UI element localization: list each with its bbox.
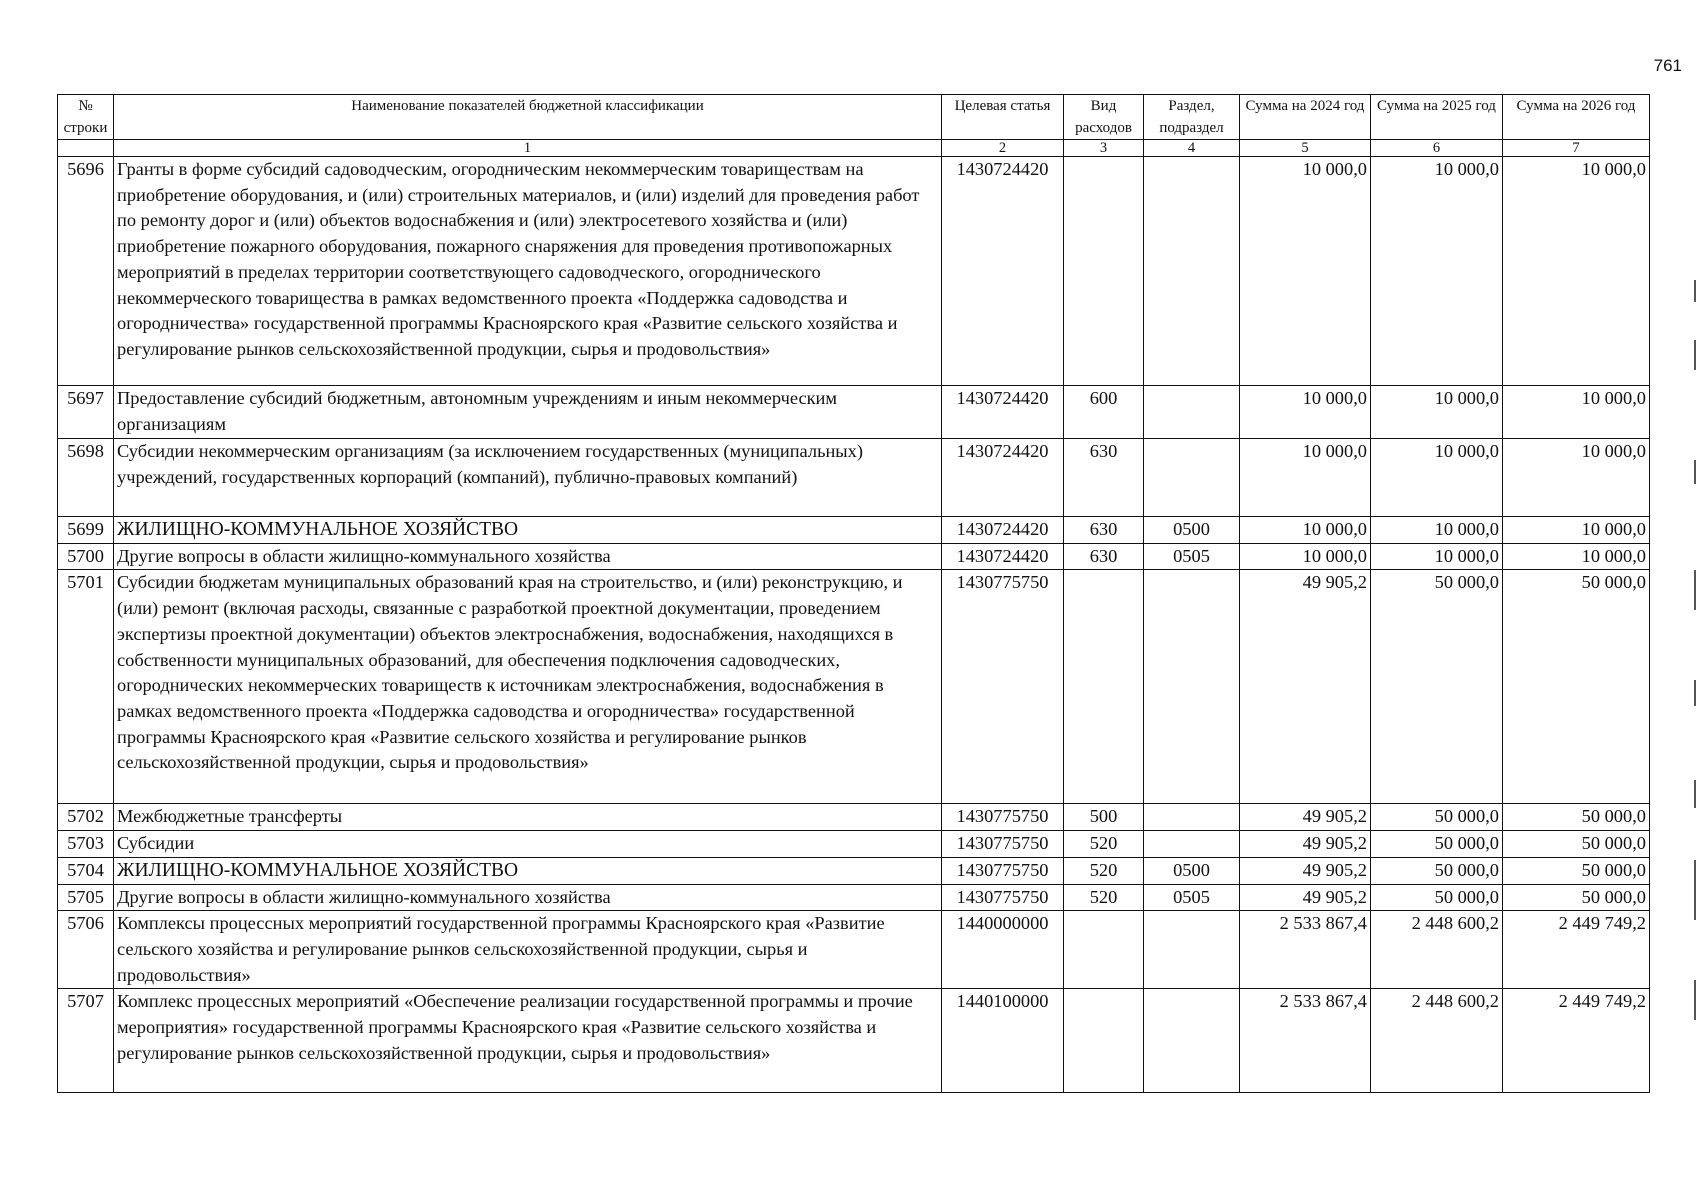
- row-number: 5699: [58, 517, 114, 544]
- sum-2025: 10 000,0: [1371, 517, 1503, 544]
- table-row: [58, 157, 1650, 386]
- section-code: [1144, 911, 1240, 989]
- row-name: Другие вопросы в области жилищно-коммунального хозяйства: [114, 884, 942, 911]
- column-number: 7: [1503, 140, 1650, 157]
- budget-table: [57, 94, 1650, 1093]
- row-number: 5703: [58, 831, 114, 858]
- section-code: [1144, 157, 1240, 386]
- expense-type: 630: [1064, 543, 1144, 570]
- row-name: Другие вопросы в области жилищно-коммунального хозяйства: [114, 543, 942, 570]
- expense-type: 520: [1064, 831, 1144, 858]
- column-number: 2: [942, 140, 1064, 157]
- header-name: Наименование показателей бюджетной классификации: [114, 95, 942, 140]
- row-name: Предоставление субсидий бюджетным, автономным учреждениям и иным некоммерческим организациям: [114, 386, 942, 439]
- target-article: 1430775750: [942, 884, 1064, 911]
- row-name: Субсидии некоммерческим организациям (за исключением государственных (муниципальных) учреждений, государственных корпораций (компаний), публично-правовых компаний): [114, 439, 942, 517]
- section-code: 0505: [1144, 543, 1240, 570]
- expense-type: [1064, 157, 1144, 386]
- sum-2025: 10 000,0: [1371, 439, 1503, 517]
- section-code: 0505: [1144, 884, 1240, 911]
- table-row: [58, 857, 1650, 884]
- sum-2024: 49 905,2: [1240, 884, 1371, 911]
- expense-type: [1064, 570, 1144, 804]
- sum-2024: 10 000,0: [1240, 517, 1371, 544]
- sum-2026: 10 000,0: [1503, 386, 1650, 439]
- table-row: [58, 517, 1650, 544]
- sum-2025: 10 000,0: [1371, 543, 1503, 570]
- row-number: 5701: [58, 570, 114, 804]
- sum-2026: 50 000,0: [1503, 570, 1650, 804]
- expense-type: 630: [1064, 439, 1144, 517]
- target-article: 1430775750: [942, 831, 1064, 858]
- sum-2024: 49 905,2: [1240, 857, 1371, 884]
- section-code: [1144, 570, 1240, 804]
- column-number: 4: [1144, 140, 1240, 157]
- sum-2025: 50 000,0: [1371, 804, 1503, 831]
- table-row: [58, 804, 1650, 831]
- sum-2024: 2 533 867,4: [1240, 911, 1371, 989]
- table-row: [58, 386, 1650, 439]
- row-name: Комплексы процессных мероприятий государственной программы Красноярского края «Развитие сельского хозяйства и регулирование рынков сельскохозяйственной продукции, сырья и продовольствия»: [114, 911, 942, 989]
- row-name: Комплекс процессных мероприятий «Обеспечение реализации государственной программы и прочие мероприятия» государственной программы Красноярского края «Развитие сельского хозяйства и регулирование рынков сельскохозяйственной продукции, сырья и продовольствия»: [114, 989, 942, 1093]
- target-article: 1440000000: [942, 911, 1064, 989]
- sum-2025: 10 000,0: [1371, 157, 1503, 386]
- sum-2025: 50 000,0: [1371, 884, 1503, 911]
- table-row: [58, 831, 1650, 858]
- row-number: 5700: [58, 543, 114, 570]
- section-code: 0500: [1144, 517, 1240, 544]
- section-code: 0500: [1144, 857, 1240, 884]
- row-name: Субсидии бюджетам муниципальных образований края на строительство, и (или) реконструкцию, и (или) ремонт (включая расходы, связанные с разработкой проектной документации, проведением экспертизы проектной документации) объектов электроснабжения, водоснабжения, находящихся в собственности муниципальных образований, для обеспечения подключения садоводческих, огороднических некоммерческих товариществ к источникам электроснабжения, водоснабжения в рамках ведомственного проекта «Поддержка садоводства и огородничества» государственной программы Красноярского края «Развитие сельского хозяйства и регулирование рынков сельскохозяйственной продукции, сырья и продовольствия»: [114, 570, 942, 804]
- expense-type: 520: [1064, 884, 1144, 911]
- sum-2026: 50 000,0: [1503, 884, 1650, 911]
- section-code: [1144, 439, 1240, 517]
- row-number: 5706: [58, 911, 114, 989]
- expense-type: 500: [1064, 804, 1144, 831]
- sum-2025: 50 000,0: [1371, 831, 1503, 858]
- row-name: ЖИЛИЩНО-КОММУНАЛЬНОЕ ХОЗЯЙСТВО: [114, 517, 942, 544]
- sum-2025: 10 000,0: [1371, 386, 1503, 439]
- expense-type: [1064, 989, 1144, 1093]
- section-code: [1144, 804, 1240, 831]
- scan-edge-marks: [1694, 280, 1698, 1080]
- sum-2024: 10 000,0: [1240, 439, 1371, 517]
- column-number: 3: [1064, 140, 1144, 157]
- sum-2026: 10 000,0: [1503, 439, 1650, 517]
- row-name: Гранты в форме субсидий садоводческим, огородническим некоммерческим товариществам на приобретение оборудования, и (или) строительных материалов, и (или) изделий для проведения работ по ремонту дорог и (или) объектов водоснабжения и (или) электросетевого хозяйства и (или) приобретение пожарного оборудования, пожарного снаряжения для проведения противопожарных мероприятий в пределах территории соответствующего садоводческого, огороднического некоммерческого товарищества в рамках ведомственного проекта «Поддержка садоводства и огородничества» государственной программы Красноярского края «Развитие сельского хозяйства и регулирование рынков сельскохозяйственной продукции, сырья и продовольствия»: [114, 157, 942, 386]
- sum-2024: 49 905,2: [1240, 804, 1371, 831]
- sum-2025: 50 000,0: [1371, 570, 1503, 804]
- row-name: Межбюджетные трансферты: [114, 804, 942, 831]
- sum-2025: 2 448 600,2: [1371, 989, 1503, 1093]
- sum-2026: 10 000,0: [1503, 157, 1650, 386]
- row-number: 5702: [58, 804, 114, 831]
- row-number: 5696: [58, 157, 114, 386]
- sum-2024: 49 905,2: [1240, 831, 1371, 858]
- column-number: 5: [1240, 140, 1371, 157]
- expense-type: 630: [1064, 517, 1144, 544]
- column-number: 6: [1371, 140, 1503, 157]
- header-expense-type: Вид расходов: [1064, 95, 1144, 140]
- sum-2026: 50 000,0: [1503, 831, 1650, 858]
- row-number: 5707: [58, 989, 114, 1093]
- table-row: [58, 543, 1650, 570]
- target-article: 1430724420: [942, 386, 1064, 439]
- sum-2026: 2 449 749,2: [1503, 911, 1650, 989]
- target-article: 1430775750: [942, 857, 1064, 884]
- sum-2026: 10 000,0: [1503, 543, 1650, 570]
- column-number: 1: [114, 140, 942, 157]
- target-article: 1440100000: [942, 989, 1064, 1093]
- target-article: 1430724420: [942, 439, 1064, 517]
- target-article: 1430724420: [942, 517, 1064, 544]
- sum-2025: 2 448 600,2: [1371, 911, 1503, 989]
- sum-2024: 2 533 867,4: [1240, 989, 1371, 1093]
- column-number: [58, 140, 114, 157]
- header-sum-2026: Сумма на 2026 год: [1503, 95, 1650, 140]
- header-target: Целевая статья: [942, 95, 1064, 140]
- header-section: Раздел, подраздел: [1144, 95, 1240, 140]
- section-code: [1144, 831, 1240, 858]
- table-row: [58, 911, 1650, 989]
- header-sum-2025: Сумма на 2025 год: [1371, 95, 1503, 140]
- sum-2025: 50 000,0: [1371, 857, 1503, 884]
- row-name: Субсидии: [114, 831, 942, 858]
- target-article: 1430775750: [942, 570, 1064, 804]
- row-name: ЖИЛИЩНО-КОММУНАЛЬНОЕ ХОЗЯЙСТВО: [114, 857, 942, 884]
- row-number: 5705: [58, 884, 114, 911]
- sum-2024: 49 905,2: [1240, 570, 1371, 804]
- section-code: [1144, 989, 1240, 1093]
- header-sum-2024: Сумма на 2024 год: [1240, 95, 1371, 140]
- target-article: 1430775750: [942, 804, 1064, 831]
- sum-2026: 50 000,0: [1503, 804, 1650, 831]
- table-row: [58, 570, 1650, 804]
- row-number: 5698: [58, 439, 114, 517]
- expense-type: 600: [1064, 386, 1144, 439]
- row-number: 5704: [58, 857, 114, 884]
- sum-2026: 2 449 749,2: [1503, 989, 1650, 1093]
- expense-type: [1064, 911, 1144, 989]
- expense-type: 520: [1064, 857, 1144, 884]
- table-row: [58, 989, 1650, 1093]
- row-number: 5697: [58, 386, 114, 439]
- table-row: [58, 439, 1650, 517]
- sum-2024: 10 000,0: [1240, 543, 1371, 570]
- header-row-no: № строки: [58, 95, 114, 140]
- target-article: 1430724420: [942, 157, 1064, 386]
- table-row: [58, 884, 1650, 911]
- page-number: 761: [1653, 56, 1682, 75]
- target-article: 1430724420: [942, 543, 1064, 570]
- section-code: [1144, 386, 1240, 439]
- sum-2026: 10 000,0: [1503, 517, 1650, 544]
- sum-2024: 10 000,0: [1240, 157, 1371, 386]
- sum-2024: 10 000,0: [1240, 386, 1371, 439]
- sum-2026: 50 000,0: [1503, 857, 1650, 884]
